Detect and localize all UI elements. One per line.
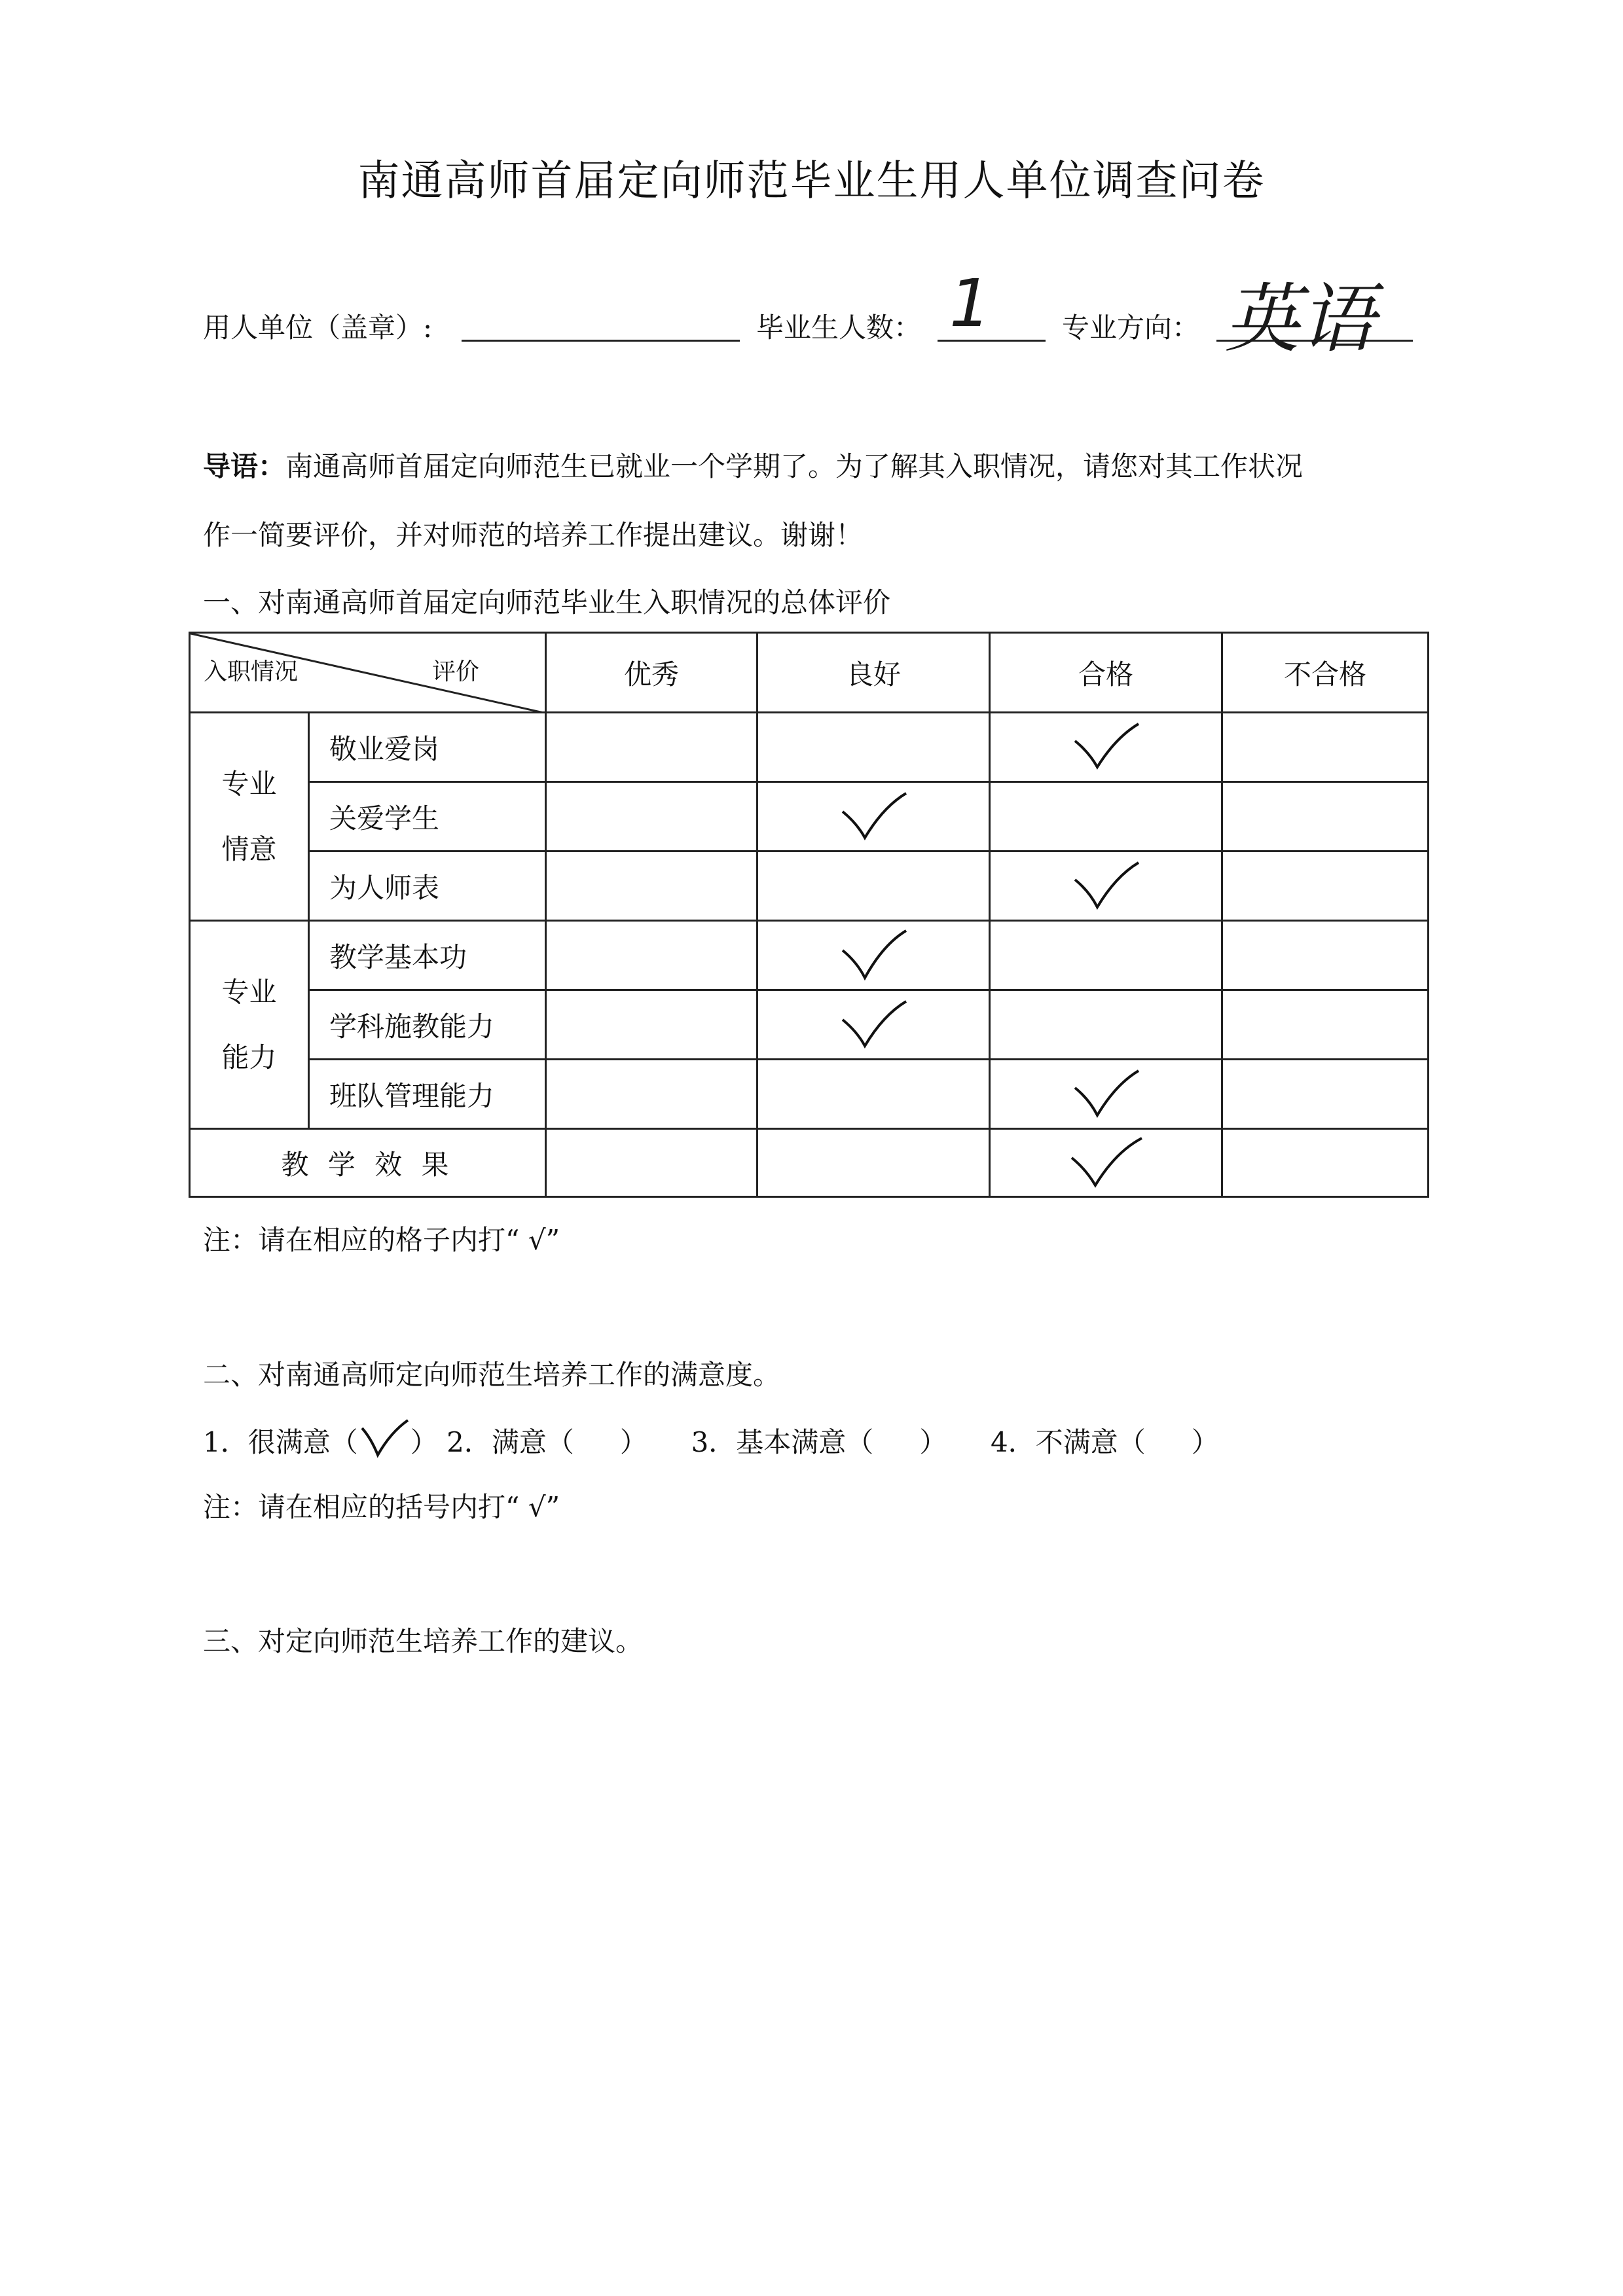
cell-good[interactable] bbox=[757, 782, 990, 852]
evaluation-table bbox=[189, 632, 1429, 1198]
cell-fail[interactable] bbox=[1222, 713, 1429, 782]
employer-field[interactable] bbox=[462, 337, 740, 342]
table-row bbox=[190, 782, 1429, 852]
check-mark-icon bbox=[1070, 860, 1142, 912]
corner-cell bbox=[190, 633, 546, 713]
row-label: 敬业爱岗 bbox=[309, 713, 546, 782]
group-label-affect: 专业 情意 bbox=[190, 713, 309, 921]
cell-good[interactable] bbox=[757, 1060, 990, 1129]
cell-excellent[interactable] bbox=[546, 782, 757, 852]
cell-fail[interactable] bbox=[1222, 782, 1429, 852]
row-label: 班队管理能力 bbox=[309, 1060, 546, 1129]
row-label: 为人师表 bbox=[309, 852, 546, 921]
col-header-fail: 不合格 bbox=[1222, 633, 1429, 713]
corner-right-label: 评价 bbox=[431, 658, 479, 685]
check-mark-icon bbox=[1067, 1136, 1145, 1191]
cell-pass[interactable] bbox=[990, 852, 1222, 921]
cell-excellent[interactable] bbox=[546, 990, 757, 1060]
cell-pass[interactable] bbox=[990, 1129, 1222, 1197]
intro-label: 导语： bbox=[203, 450, 286, 482]
table-row bbox=[190, 1060, 1429, 1129]
intro-line1 bbox=[203, 445, 1303, 484]
table-row bbox=[190, 921, 1429, 990]
employer-label: 用人单位（盖章）: bbox=[203, 312, 433, 344]
section3-heading: 三、对定向师范生培养工作的建议。 bbox=[203, 1625, 644, 1657]
section1-heading: 一、对南通高师首届定向师范毕业生入职情况的总体评价 bbox=[203, 586, 891, 619]
corner-left-label: 入职情况 bbox=[204, 658, 299, 685]
cell-excellent[interactable] bbox=[546, 713, 757, 782]
group-label-ability: 专业 能力 bbox=[190, 921, 309, 1129]
row-label: 学科施教能力 bbox=[309, 990, 546, 1060]
cell-pass[interactable] bbox=[990, 1060, 1222, 1129]
section1-note: 注：请在相应的格子内打“ √” bbox=[203, 1224, 560, 1256]
row-label: 关爱学生 bbox=[309, 782, 546, 852]
check-mark-icon bbox=[1070, 1068, 1142, 1121]
graduates-value: 1 bbox=[949, 265, 991, 342]
major-value: 英语 bbox=[1224, 276, 1375, 363]
option-not-satisfied[interactable]: 4．不满意（ ） bbox=[991, 1426, 1219, 1458]
cell-pass[interactable] bbox=[990, 921, 1222, 990]
cell-pass[interactable] bbox=[990, 990, 1222, 1060]
option-very-satisfied[interactable]: 1．很满意（ ） bbox=[203, 1426, 438, 1458]
check-mark-icon bbox=[837, 999, 909, 1051]
cell-excellent[interactable] bbox=[546, 921, 757, 990]
cell-excellent[interactable] bbox=[546, 1129, 757, 1197]
page-title: 南通高师首届定向师范毕业生用人单位调查问卷 bbox=[357, 157, 1266, 206]
cell-good[interactable] bbox=[757, 921, 990, 990]
cell-good[interactable] bbox=[757, 852, 990, 921]
intro-text-1: 南通高师首届定向师范生已就业一个学期了。为了解其入职情况，请您对其工作状况 bbox=[285, 450, 1304, 482]
cell-fail[interactable] bbox=[1222, 1060, 1429, 1129]
cell-pass[interactable] bbox=[990, 713, 1222, 782]
cell-fail[interactable] bbox=[1222, 921, 1429, 990]
summary-label: 教 学 效 果 bbox=[190, 1129, 546, 1197]
intro-text-2: 作一简要评价，并对师范的培养工作提出建议。谢谢！ bbox=[203, 519, 864, 551]
satisfaction-options bbox=[203, 1419, 1219, 1460]
section2-heading: 二、对南通高师定向师范生培养工作的满意度。 bbox=[203, 1359, 781, 1391]
col-header-pass: 合格 bbox=[990, 633, 1222, 713]
summary-row bbox=[190, 1129, 1429, 1197]
option-satisfied[interactable]: 2．满意（ ） bbox=[447, 1426, 647, 1458]
cell-good[interactable] bbox=[757, 1129, 990, 1197]
cell-good[interactable] bbox=[757, 990, 990, 1060]
section2-note: 注：请在相应的括号内打“ √” bbox=[203, 1491, 560, 1523]
col-header-excellent: 优秀 bbox=[546, 633, 757, 713]
table-header-row bbox=[190, 633, 1429, 713]
table-row bbox=[190, 852, 1429, 921]
check-mark-icon bbox=[837, 928, 909, 983]
cell-excellent[interactable] bbox=[546, 1060, 757, 1129]
cell-good[interactable] bbox=[757, 713, 990, 782]
cell-fail[interactable] bbox=[1222, 1129, 1429, 1197]
major-label: 专业方向： bbox=[1062, 312, 1200, 344]
graduates-label: 毕业生人数： bbox=[756, 312, 922, 344]
table-row bbox=[190, 990, 1429, 1060]
cell-fail[interactable] bbox=[1222, 990, 1429, 1060]
check-mark-icon bbox=[358, 1419, 410, 1458]
cell-pass[interactable] bbox=[990, 782, 1222, 852]
cell-excellent[interactable] bbox=[546, 852, 757, 921]
check-mark-icon bbox=[1070, 721, 1142, 774]
col-header-good: 良好 bbox=[757, 633, 990, 713]
option-basically-satisfied[interactable]: 3．基本满意（ ） bbox=[691, 1426, 947, 1458]
check-mark-icon bbox=[837, 791, 909, 843]
cell-fail[interactable] bbox=[1222, 852, 1429, 921]
row-label: 教学基本功 bbox=[309, 921, 546, 990]
table-row bbox=[190, 713, 1429, 782]
